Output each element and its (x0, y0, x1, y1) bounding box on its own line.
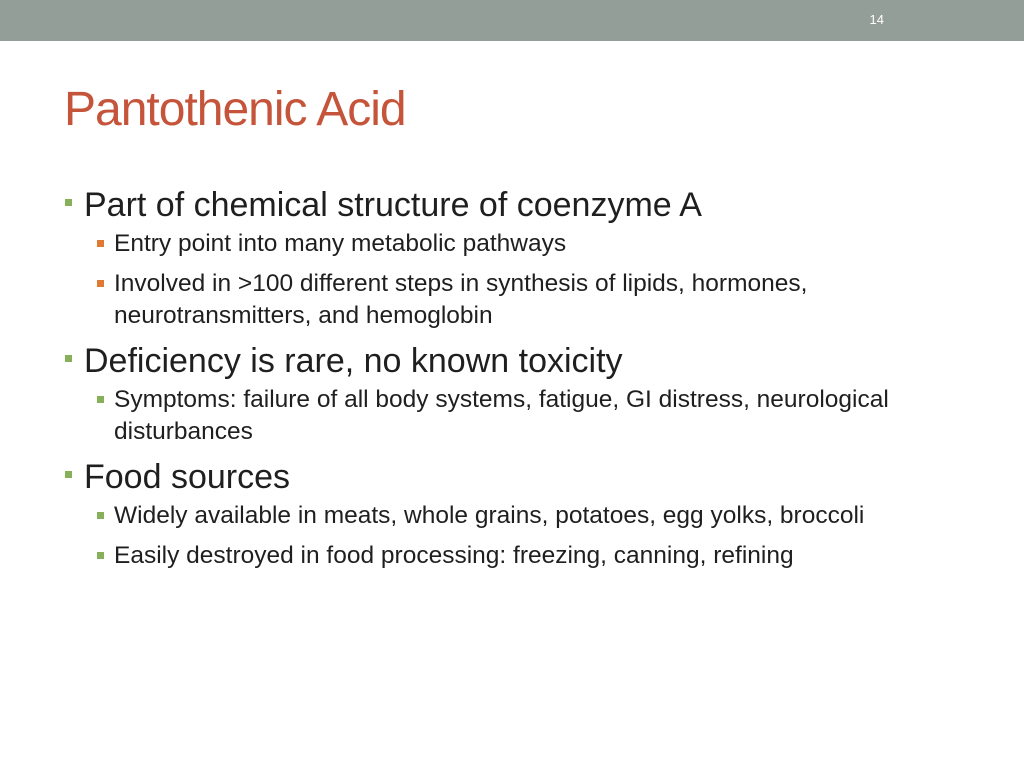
sub-bullet-widely-available (64, 500, 964, 532)
sub-bullet-text: Entry point into many metabolic pathways (114, 230, 567, 257)
sub-bullet-text: Involved in >100 different steps in synthesis of lipids, hormones, neurotransmitters, and hemoglobin (114, 270, 808, 329)
bullet-item-food-sources (64, 456, 964, 498)
bullet-text: Deficiency is rare, no known toxicity (84, 342, 623, 380)
sub-bullet-text: Symptoms: failure of all body systems, fatigue, GI distress, neurological disturbances (114, 386, 889, 445)
bullet-list (64, 184, 964, 580)
square-bullet-icon (97, 396, 104, 403)
square-bullet-icon (97, 240, 104, 247)
sub-bullet-easily-destroyed (64, 540, 964, 572)
slide-number: 14 (869, 12, 884, 27)
bullet-text: Part of chemical structure of coenzyme A (84, 186, 702, 224)
sub-bullet-entry-point (64, 228, 964, 260)
bullet-text: Food sources (84, 458, 290, 496)
square-bullet-icon (65, 471, 72, 478)
square-bullet-icon (97, 552, 104, 559)
sub-bullet-symptoms (64, 384, 964, 448)
header-bar (0, 0, 1024, 41)
square-bullet-icon (97, 512, 104, 519)
sub-bullet-synthesis-steps (64, 268, 964, 332)
slide-title: Pantothenic Acid (64, 83, 406, 136)
bullet-item-coenzyme-a (64, 184, 964, 226)
square-bullet-icon (65, 355, 72, 362)
square-bullet-icon (65, 199, 72, 206)
sub-bullet-text: Easily destroyed in food processing: freezing, canning, refining (114, 542, 794, 569)
sub-bullet-text: Widely available in meats, whole grains, potatoes, egg yolks, broccoli (114, 502, 865, 529)
bullet-item-deficiency (64, 340, 964, 382)
square-bullet-icon (97, 280, 104, 287)
